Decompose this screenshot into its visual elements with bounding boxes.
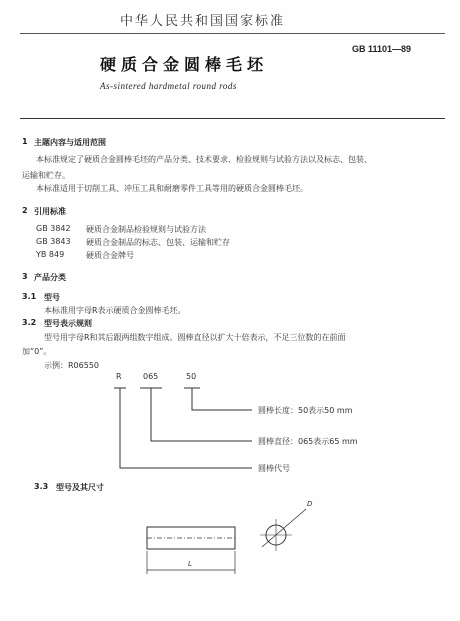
section-1-para-1: 本标准规定了硬质合金圆棒毛坯的产品分类、技术要求、检验规则与试验方法以及标志、包装、 [36,155,372,164]
section-3-2-para: 型号用字母R和其后跟两组数字组成。圆棒直径以扩大十倍表示，不足三位数的在前面 [44,333,346,342]
section-1-para-2: 本标准适用于切削工具、冲压工具和耐磨零件工具等用的硬质合金圆棒毛坯。 [36,184,308,193]
section-1-number: 1 [22,137,28,146]
standard-header: 中华人民共和国国家标准 [120,14,286,29]
section-3-2-example: 示例：R06550 [44,361,100,370]
ref-title: 硬质合金牌号 [86,251,134,260]
ref-code: YB 849 [36,250,65,259]
section-3-2-number: 3.2 [22,318,37,327]
label-length: 圆棒长度：50表示50 mm [258,406,353,415]
english-title: As-sintered hardmetal round rods [100,81,237,91]
dim-label-l: L [188,560,192,568]
section-2-heading: 引用标准 [34,207,66,216]
standard-number: GB 11101—89 [352,44,412,54]
label-code: 圆棒代号 [258,464,290,473]
dim-label-d: D [307,500,313,508]
code-length: 50 [186,372,197,381]
ref-title: 硬质合金制品检验规则与试验方法 [86,225,206,234]
code-diameter: 065 [143,372,159,381]
section-3-1-text: 本标准用字母R表示硬质合金圆棒毛坯。 [44,306,186,315]
ref-code: GB 3843 [36,237,71,246]
document-title: 硬质合金圆棒毛坯 [100,55,269,74]
section-3-heading: 产品分类 [34,273,66,282]
section-3-1-number: 3.1 [22,292,37,301]
code-r: R [116,372,122,381]
section-3-2-heading: 型号表示规则 [44,319,92,328]
section-1-heading: 主题内容与适用范围 [34,138,106,147]
section-3-3-heading: 型号及其尺寸 [56,483,104,492]
section-3-number: 3 [22,272,28,281]
section-2-number: 2 [22,206,28,215]
section-3-2-para-cont: 加“0”。 [22,347,52,356]
section-1-para-1-cont: 运输和贮存。 [22,171,70,180]
label-diameter: 圆棒直径：065表示65 mm [258,437,358,446]
section-3-3-number: 3.3 [34,482,49,491]
section-3-1-heading: 型号 [44,293,60,302]
ref-title: 硬质合金制品的标志、包装、运输和贮存 [86,238,230,247]
ref-code: GB 3842 [36,224,71,233]
